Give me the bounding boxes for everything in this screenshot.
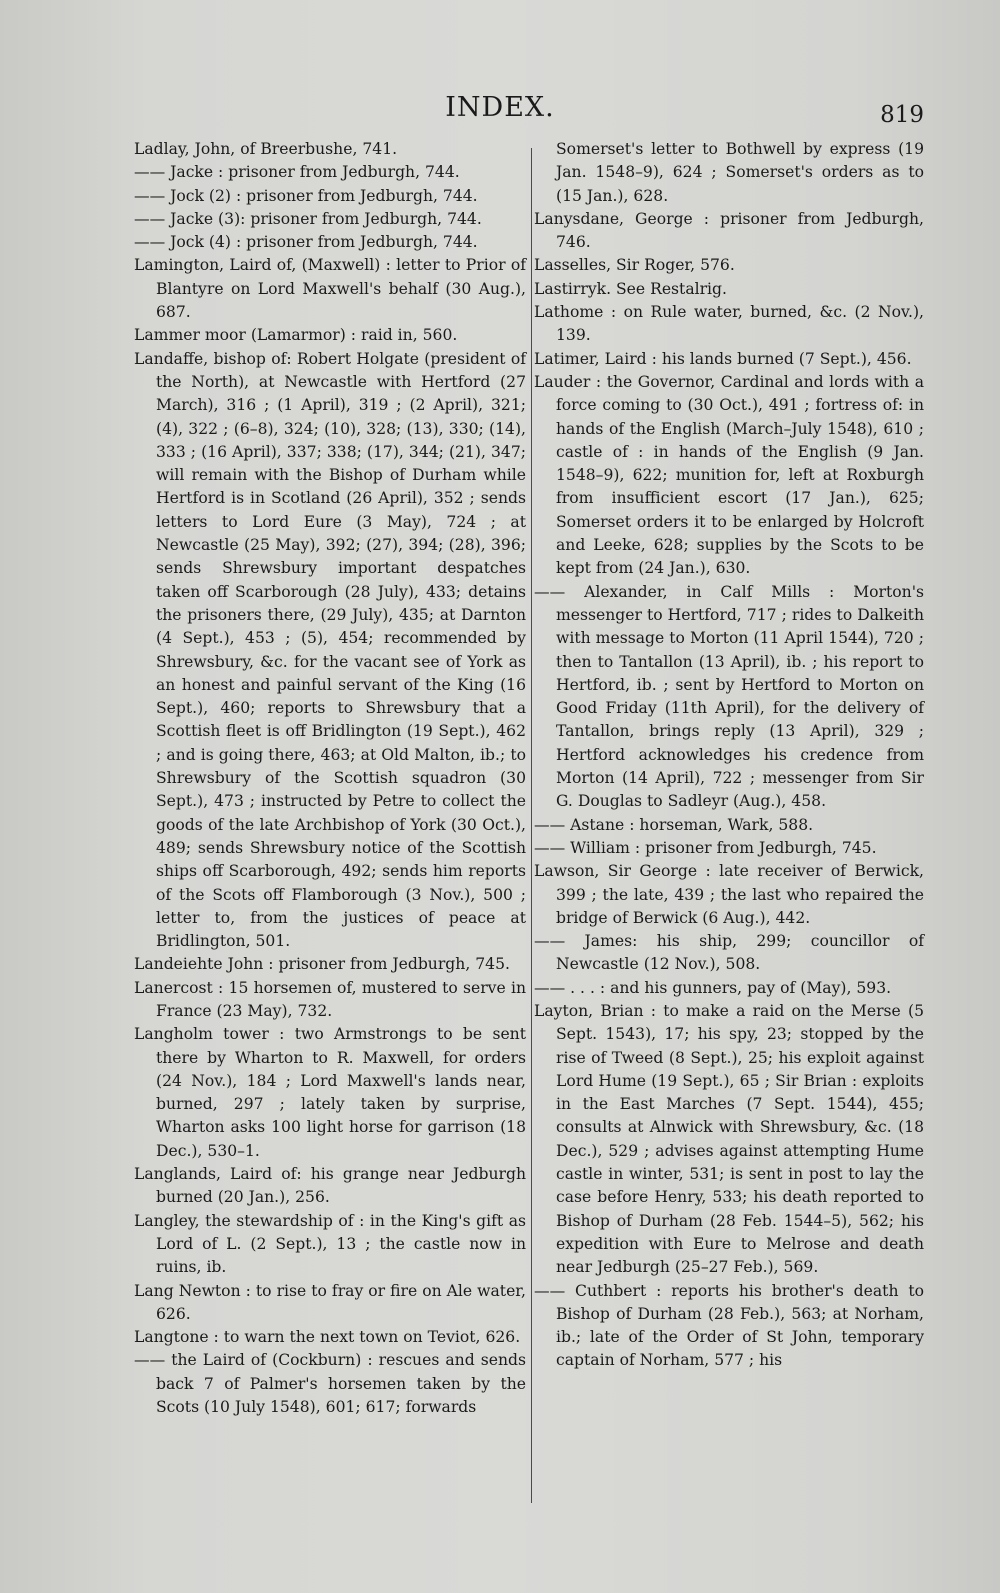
index-entry: Lanercost : 15 horsemen of, mustered to serve in France (23 May), 732. [134,978,526,1020]
index-entry: Langlands, Laird of: his grange near Jedburgh burned (20 Jan.), 256. [134,1165,526,1207]
index-entry: —— Alexander, in Calf Mills : Morton's messenger to Hertford, 717 ; rides to Dalkeith with message to Morton (11 April 1544), 720 ; then to Tantallon (13 April), ib. ; his report to Hertford, ib. ; sent by Hertford to Morton on Good Friday (11th April), for the delivery of Tantallon, brings reply (13 April), 329 ; Hertford acknowledges his credence from Morton (14 April), 722 ; messenger from Sir G. Douglas to Sadleyr (Aug.), 458. [534,582,924,811]
index-entry: —— James: his ship, 299; councillor of Newcastle (12 Nov.), 508. [534,932,924,974]
index-entry: —— Jacke (3): prisoner from Jedburgh, 744. [134,209,482,228]
index-entry: —— Jacke : prisoner from Jedburgh, 744. [134,163,460,182]
index-entry: Latimer, Laird : his lands burned (7 Sept.), 456. [534,349,912,368]
index-entry: Lawson, Sir George : late receiver of Berwick, 399 ; the late, 439 ; the last who repaired the bridge of Berwick (6 Aug.), 442. [534,862,924,927]
index-entry: Langtone : to warn the next town on Teviot, 626. [134,1328,521,1347]
index-entry: Lastirryk. See Restalrig. [534,279,727,298]
index-entry: —— Jock (4) : prisoner from Jedburgh, 744. [134,233,478,252]
index-entry: Langley, the stewardship of : in the King's gift as Lord of L. (2 Sept.), 13 ; the castle now in ruins, ib. [134,1211,526,1277]
index-entry: Layton, Brian : to make a raid on the Merse (5 Sept. 1543), 17; his spy, 23; stopped by the rise of Tweed (8 Sept.), 25; his exploit against Lord Hume (19 Sept.), 65 ; Sir Brian : exploits in the East Marches (7 Sept. 1544), 455; consults at Alnwick with Shrewsbury, &c. (18 Dec.), 529 ; advises against attempting Hume castle in winter, 531; is sent in post to lay the case before Henry, 533; his death reported to Bishop of Durham (28 Feb. 1544–5), 562; his expedition with Eure to Melrose and death near Jedburgh (25–27 Feb.), 569. [534,1001,924,1277]
index-entry: —— William : prisoner from Jedburgh, 745. [534,838,877,857]
index-entry: —— the Laird of (Cockburn) : rescues and sends back 7 of Palmer's horsemen taken by the Scots (10 July 1548), 601; 617; forwards [134,1351,526,1417]
column-divider [531,148,532,1503]
index-entry: Lamington, Laird of, (Maxwell) : letter to Prior of Blantyre on Lord Maxwell's behalf (30 Aug.), 687. [134,256,526,322]
left-index-column [134,138,526,1483]
index-entry: Lanysdane, George : prisoner from Jedburgh, 746. [534,209,924,252]
index-entry: Ladlay, John, of Breerbushe, 741. [134,140,398,158]
running-title: INDEX. [445,92,555,123]
index-entry: Lammer moor (Lamarmor) : raid in, 560. [134,326,458,345]
index-entry: —— Cuthbert : reports his brother's death to Bishop of Durham (28 Feb.), 563; at Norham, ib.; late of the Order of St John, temporary captain of Norham, 577 ; his [534,1281,924,1370]
page-number: 819 [880,102,924,128]
index-entry: —— Jock (2) : prisoner from Jedburgh, 744. [134,186,478,205]
index-entry: Lathome : on Rule water, burned, &c. (2 Nov.), 139. [534,303,924,345]
right-index-column [534,138,924,1483]
index-entry: Landaffe, bishop of: Robert Holgate (president of the North), at Newcastle with Hertford (27 March), 316 ; (1 April), 319 ; (2 April), 321; (4), 322 ; (6–8), 324; (10), 328; (13), 330; (14), 333 ; (16 April), 337; 338; (17), 344; (21), 347; will remain with the Bishop of Durham while Hertford is in Scotland (26 April), 352 ; sends letters to Lord Eure (3 May), 724 ; at Newcastle (25 May), 392; (27), 394; (28), 396; sends Shrewsbury important despatches taken off Scarborough (28 July), 433; detains the prisoners there, (29 July), 435; at Darnton (4 Sept.), 453 ; (5), 454; recommended by Shrewsbury, &c. for the vacant see of York as an honest and painful servant of the King (16 Sept.), 460; reports to Shrewsbury that a Scottish fleet is off Bridlington (19 Sept.), 462 ; and is going there, 463; at Old Malton, ib.; to Shrewsbury of the Scottish squadron (30 Sept.), 473 ; instructed by Petre to collect the goods of the late Archbishop of York (30 Oct.), 489; sends Shrewsbury notice of the Scottish ships off Scarborough, 492; sends him reports of the Scots off Flamborough (3 Nov.), 500 ; letter to, from the justices of peace at Bridlington, 501. [134,349,526,951]
index-entry: —— . . . : and his gunners, pay of (May), 593. [534,978,892,997]
index-entry: Lasselles, Sir Roger, 576. [534,256,735,275]
index-entry-continuation: Somerset's letter to Bothwell by express (19 Jan. 1548–9), 624 ; Somerset's orders as to (15 Jan.), 628. [556,140,924,205]
index-entry: Landeiehte John : prisoner from Jedburgh, 745. [134,955,510,974]
index-entry: —— Astane : horseman, Wark, 588. [534,815,814,834]
index-entry: Lang Newton : to rise to fray or fire on Ale water, 626. [134,1281,526,1323]
index-entry: Lauder : the Governor, Cardinal and lords with a force coming to (30 Oct.), 491 ; fortress of: in hands of the English (March–July 1548), 610 ; castle of : in hands of the English (9 Jan. 1548–9), 622; munition for, left at Roxburgh from insufficient escort (17 Jan.), 625; Somerset orders it to be enlarged by Holcroft and Leeke, 628; supplies by the Scots to be kept from (24 Jan.), 630. [534,372,924,578]
index-entry: Langholm tower : two Armstrongs to be sent there by Wharton to R. Maxwell, for orders (24 Nov.), 184 ; Lord Maxwell's lands near, burned, 297 ; lately taken by surprise, Wharton asks 100 light horse for garrison (18 Dec.), 530–1. [134,1025,526,1160]
